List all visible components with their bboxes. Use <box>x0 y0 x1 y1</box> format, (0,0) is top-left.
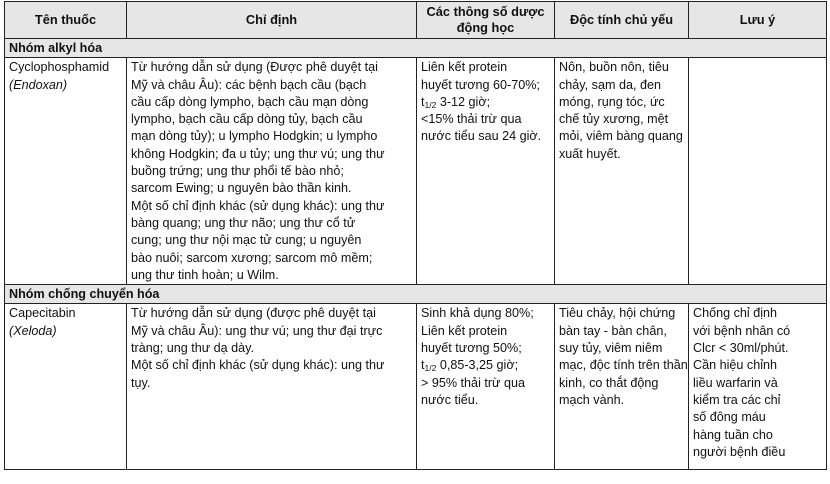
indication-line: ung thư tinh hoàn; u Wilm. <box>131 267 279 282</box>
indication-line: bào nuôi; sarcom xương; sarcom mô mềm; <box>131 250 373 265</box>
note-line: kiểm tra các chỉ <box>693 392 781 407</box>
toxicity-line: mỏi, viêm bàng quang <box>559 129 683 144</box>
toxicity-line: kinh, co thắt động <box>559 375 659 390</box>
toxicity-line: chế tủy xương, mệt <box>559 112 669 127</box>
drug-name: Cyclophosphamid <box>9 60 110 75</box>
pk-line: huyết tương 50%; <box>421 341 522 356</box>
pk-line: Sinh khả dụng 80%; <box>421 306 534 321</box>
header-note: Lưu ý <box>689 2 827 39</box>
indication-line: Mỹ và châu Âu): ung thư vú; ung thư đại trực <box>131 323 383 338</box>
pk-line: nước tiểu. <box>421 392 479 407</box>
toxicity-line: móng, rụng tóc, ức <box>559 94 665 109</box>
table-row-cyclophosphamid <box>5 58 827 285</box>
cell-drug-name <box>5 58 127 285</box>
note-line: người bệnh điều <box>693 444 786 459</box>
note-line: Chống chỉ định <box>693 306 778 321</box>
toxicity-line: Tiêu chảy, hội chứng <box>559 306 676 321</box>
indication-line: Mỹ và châu Âu): các bệnh bạch cầu (bạch <box>131 77 367 92</box>
group-row-alkylating <box>5 39 827 58</box>
note-line: Clcr < 30ml/phút. <box>693 341 789 356</box>
table-row-capecitabin <box>5 304 827 470</box>
half-life-subscript: 1/2 <box>424 363 437 374</box>
group-row-antimetabolite <box>5 285 827 304</box>
header-toxicity: Độc tính chủ yếu <box>555 2 689 39</box>
cell-note <box>689 58 827 285</box>
indication-line: sarcom Ewing; u nguyên bào thần kinh. <box>131 181 352 196</box>
drug-name: Capecitabin <box>9 306 76 321</box>
cell-indication <box>127 58 417 285</box>
header-pharmacokinetics: Các thông số dược động học <box>417 2 555 39</box>
pk-half-life <box>421 357 550 374</box>
indication-line: bàng quang; ung thư não; ung thư cổ tử <box>131 215 356 230</box>
indication-line: Một số chỉ định khác (sử dụng khác): ung thư <box>131 198 385 213</box>
note-line: số đông máu <box>693 410 766 425</box>
drug-brand: (Endoxan) <box>9 77 68 92</box>
pk-half-life <box>421 94 550 111</box>
half-life-symbol: t <box>421 358 425 373</box>
half-life-value: 3-12 giờ; <box>436 94 491 109</box>
header-indication: Chỉ định <box>127 2 417 39</box>
cell-toxicity <box>555 58 689 285</box>
toxicity-line: xuất huyết. <box>559 146 621 161</box>
drug-table <box>4 1 827 470</box>
header-row <box>5 2 827 39</box>
indication-line: không Hodgkin; đa u tủy; ung thư vú; ung thư <box>131 146 385 161</box>
cell-note <box>689 304 827 470</box>
half-life-symbol: t <box>421 94 425 109</box>
toxicity-line: Nôn, buồn nôn, tiêu <box>559 60 669 75</box>
pk-line: huyết tương 60-70%; <box>421 77 540 92</box>
drug-brand: (Xeloda) <box>9 323 57 338</box>
note-line: Cần hiệu chỉnh <box>693 358 778 373</box>
pk-line: nước tiểu sau 24 giờ. <box>421 129 542 144</box>
note-line: với bệnh nhân có <box>693 323 791 338</box>
header-drug-name: Tên thuốc <box>5 2 127 39</box>
pk-line: <15% thải trừ qua <box>421 112 522 127</box>
pk-line: Liên kết protein <box>421 323 508 338</box>
toxicity-line: chảy, sạm da, đen <box>559 77 661 92</box>
indication-line: Một số chỉ định khác (sử dụng khác): ung thư <box>131 358 385 373</box>
cell-toxicity <box>555 304 689 470</box>
indication-line: Từ hướng dẫn sử dụng (Được phê duyệt tại <box>131 60 378 75</box>
indication-line: cung; ung thư nội mạc tử cung; u nguyên <box>131 233 362 248</box>
toxicity-line: suy tủy, viêm niêm <box>559 341 663 356</box>
note-line: hàng tuần cho <box>693 427 773 442</box>
indication-line: mạn dòng tủy); u lympho Hodgkin; u lympho <box>131 129 378 144</box>
indication-line: tụy. <box>131 375 151 390</box>
indication-line: lympho, bạch cầu cấp dòng tủy, bạch cầu <box>131 112 363 127</box>
half-life-subscript: 1/2 <box>424 99 437 110</box>
group-title: Nhóm alkyl hóa <box>5 39 827 58</box>
toxicity-line: bàn tay - bàn chân, <box>559 323 667 338</box>
pk-line: > 95% thải trừ qua <box>421 375 525 390</box>
half-life-value: 0,85-3,25 giờ; <box>436 358 519 373</box>
cell-drug-name <box>5 304 127 470</box>
note-line: liều warfarin và <box>693 375 778 390</box>
cell-pharmacokinetics <box>417 58 555 285</box>
cell-indication <box>127 304 417 470</box>
toxicity-line: mạch vành. <box>559 392 625 407</box>
indication-line: tràng; ung thư dạ dày. <box>131 341 255 356</box>
indication-line: cầu cấp dòng lympho, bạch cầu mạn dòng <box>131 94 369 109</box>
pk-line: Liên kết protein <box>421 60 508 75</box>
group-title: Nhóm chống chuyển hóa <box>5 285 827 304</box>
indication-line: Từ hướng dẫn sử dụng (được phê duyệt tại <box>131 306 376 321</box>
indication-line: buồng trứng; ung thư phổi tế bào nhỏ; <box>131 164 344 179</box>
cell-pharmacokinetics <box>417 304 555 470</box>
toxicity-line: mạc, độc tính trên thần <box>559 358 688 373</box>
